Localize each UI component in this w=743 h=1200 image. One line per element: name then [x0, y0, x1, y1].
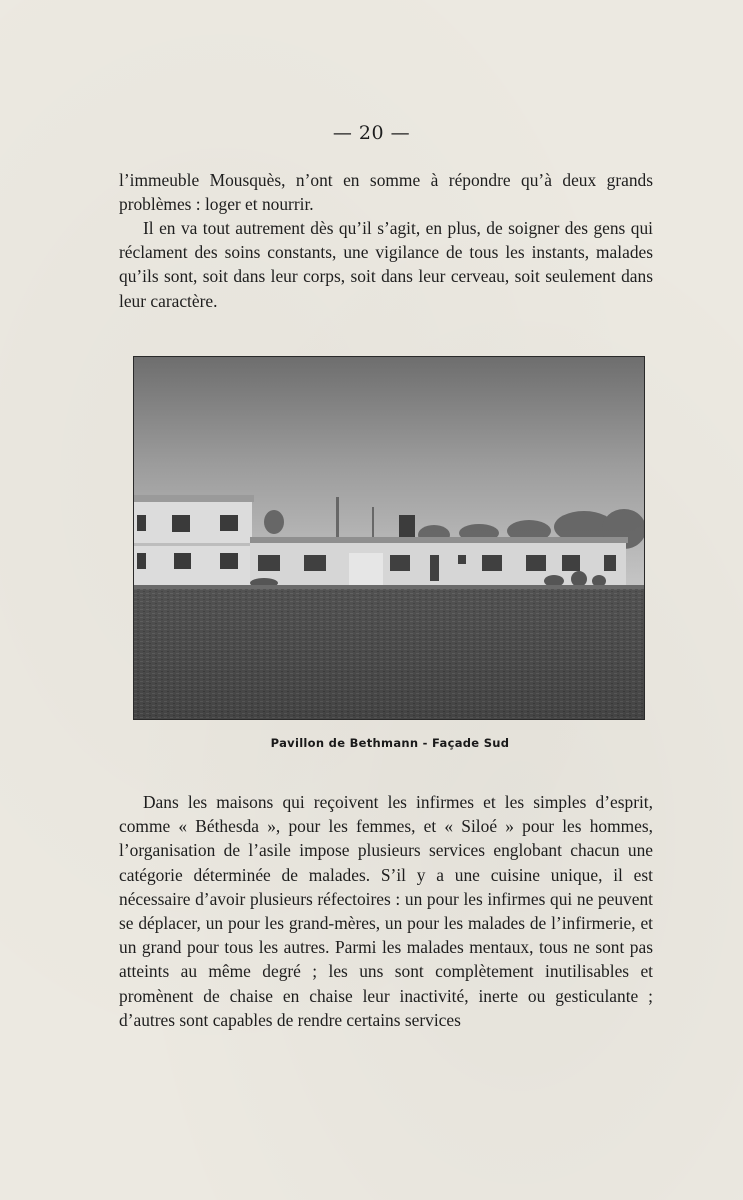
- paragraph-continued: [119, 168, 653, 216]
- paragraph-second: [119, 216, 653, 313]
- page-number: — 20 —: [332, 122, 411, 144]
- paragraph-2-text: Il en va tout autrement dès qu’il s’agit, en plus, de soigner des gens qui réclament des soins constants, une vigilance de tous les instants, malades qu’ils sont, soit dans leur corps, soit dans leur cerveau, soit seulement dans leur caractère.: [119, 218, 653, 311]
- paragraph-third: [119, 790, 653, 1032]
- photo-caption: Pavillon de Bethmann - Façade Sud: [270, 736, 510, 750]
- paragraph-3-text: Dans les maisons qui reçoivent les infirmes et les simples d’esprit, comme « Béthesda », pour les femmes, et « Siloé » pour les hommes, l’organisation de l’asile impose plusieurs services englobant chacun une catégorie déterminée de malades. S’il y a une cuisine unique, il est nécessaire d’avoir plusieurs réfectoires : un pour les infirmes qui ne peuvent se déplacer, un pour les grand-mères, un pour les malades de l’infirmerie, et un grand pour tous les autres. Parmi les malades mentaux, tous ne sont pas atteints au même degré ; les uns sont complètement inutilisables et promènent de chaise en chaise leur inactivité, inerte ou gesticulante ; d’autres sont capables de rendre certains services: [119, 792, 653, 1030]
- building-photograph: [133, 356, 645, 720]
- paragraph-1-text: l’immeuble Mousquès, n’ont en somme à répondre qu’à deux grands problèmes : loger et nourrir.: [119, 170, 653, 215]
